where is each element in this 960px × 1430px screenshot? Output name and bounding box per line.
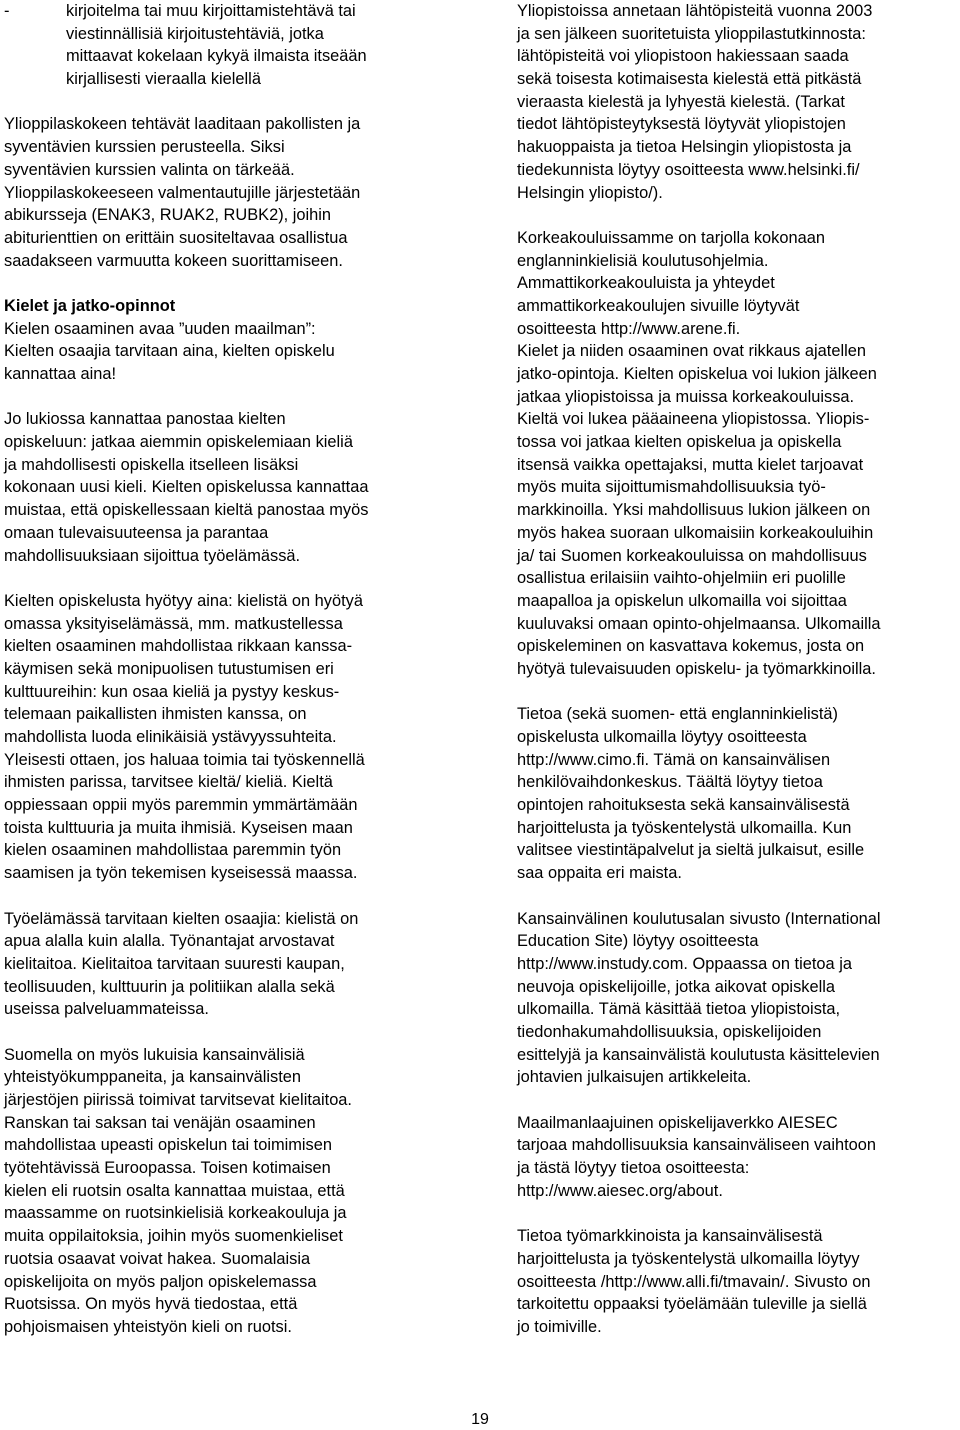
text-line: Ylioppilaskokeen tehtävät laaditaan pakollisten ja [4,115,361,134]
text-line: ruotsia osaavat voivat hakea. Suomalaisia [4,1249,311,1268]
text-line: kielen eli ruotsin osalta kannattaa muistaa, että [4,1181,345,1200]
text-line: johtavien julkaisujen artikkeleita. [517,1068,752,1087]
text-line: Kansainvälinen koulutusalan sivusto (International [517,909,881,928]
text-line: mahdollisuuksiaan sijoittua työelämässä. [4,546,301,565]
text-line: kirjoitelma tai muu kirjoittamistehtävä tai [66,2,356,20]
bullet-mark: - [4,2,10,20]
paragraph-invest-languages [4,408,444,567]
text-line: henkilövaihdonkeskus. Täältä löytyy tietoa [517,773,823,792]
section-heading: Kielet ja jatko-opinnot [4,296,176,315]
text-line: opiskelijoita on myös paljon opiskelemassa [4,1272,317,1291]
text-line: Helsingin yliopisto/). [517,183,663,202]
text-line: saadakseen varmuutta kokeen suorittamiseen. [4,251,343,270]
text-line: oppiessaan oppii myös paremmin ymmärtämään [4,796,358,815]
text-line: saamisen ja työn tekemisen kyseisessä maassa. [4,864,358,883]
text-line: vieraasta kielestä ja lyhyestä kielestä. (Tarkat [517,92,845,111]
text-line: omaan tulevaisuuteensa ja parantaa [4,523,269,542]
text-line: useissa palveluammateissa. [4,1000,209,1019]
text-line: kielten osaaminen mahdollistaa rikkaan kanssa- [4,637,353,656]
text-line: itsensä vaikka opettajaksi, mutta kielet tarjoavat [517,455,864,474]
text-line: ulkomailla. Tämä käsittää tietoa yliopistoista, [517,1000,841,1019]
text-line: tarjoaa mahdollisuuksia kansainväliseen vaihtoon [517,1136,876,1155]
text-line: ammattikorkeakoulujen sivuille löytyvät [517,296,800,315]
text-line: tiedot lähtöpisteytyksestä löytyvät yliopistojen [517,115,846,134]
text-line: muita oppilaitoksia, joihin myös suomenkieliset [4,1227,343,1246]
text-line: syventävien kurssien valinta on tärkeää. [4,160,295,179]
text-line: Kieltä voi lukea pääaineena yliopistossa. Yliopis- [517,410,870,429]
text-line: valitsee viestintäpalvelut ja sieltä julkaisut, esille [517,841,865,860]
text-line: Tietoa (sekä suomen- että englanninkielistä) [517,705,839,724]
text-line: ja sen jälkeen suoritetuista ylioppilastutkinnosta: [517,24,866,43]
text-line: kannattaa aina! [4,365,117,383]
text-line: mahdollista luoda elinikäisiä ystävyyssuhteita. [4,728,337,746]
text-line: ja mahdollisesti opiskella itselleen lisäksi [4,455,299,474]
text-line: teollisuuden, kulttuurin ja politiikan alalla sekä [4,977,335,996]
paragraph-benefits [4,590,444,885]
text-line: mittaavat kokelaan kykyä ilmaista itseään [66,47,367,66]
text-line: osoitteesta http://www.arene.fi. [517,319,741,338]
text-line: Korkeakouluissamme on tarjolla kokonaan [517,228,825,247]
text-line: hyötyä tulevaisuuden opiskelu- ja työmarkkinoilla. [517,659,876,678]
text-line: Maailmanlaajuinen opiskelijaverkko AIESEC [517,1113,838,1132]
text-line: työtehtävissä Euroopassa. Toisen kotimaisen [4,1159,331,1178]
paragraph-alli [517,1225,957,1338]
text-line: markkinoilla. Yksi mahdollisuus lukion jälkeen on [517,501,871,520]
text-line: myös muita sijoittumismahdollisuuksia työ- [517,478,826,497]
text-line: järjestöjen piirissä toimivat tarvitsevat kielitaitoa. [4,1091,352,1109]
text-line: Kielet ja niiden osaaminen ovat rikkaus ajatellen [517,342,866,361]
text-line: esittelyjä ja kansainvälistä koulutusta käsittelevien [517,1045,880,1064]
text-line: kielen osaaminen mahdollistaa paremmin työn [4,841,342,860]
bullet-item [4,0,444,91]
text-line: englanninkielisiä koulutusohjelmia. [517,251,769,270]
text-line: Education Site) löytyy osoitteesta [517,932,759,951]
text-line: sekä toisesta kotimaisesta kielestä että pitkästä [517,70,862,89]
text-line: kuuluvaksi omaan opinto-ohjelmaansa. Ulkomailla [517,614,881,633]
paragraph-international-partners [4,1044,444,1339]
text-line: http://www.instudy.com. Oppaassa on tietoa ja [517,954,852,973]
text-line: opiskelusta ulkomailla löytyy osoitteesta [517,728,807,746]
text-line: tiedekunnista löytyy osoitteesta www.helsinki.fi/ [517,160,860,179]
text-line: osoitteesta /http://www.alli.fi/tmavain/. Sivusto on [517,1272,871,1291]
text-line: kirjallisesti vieraalla kielellä [66,70,261,89]
text-line: saa oppaita eri maista. [517,864,682,883]
text-line: Jo lukiossa kannattaa panostaa kielten [4,410,286,429]
text-line: Ylioppilaskokeeseen valmentautujille järjestetään [4,183,361,202]
text-line: omassa yksityiselämässä, mm. matkustellessa [4,614,343,633]
text-line: muistaa, että opiskellessaan kieltä panostaa myös [4,501,369,520]
text-line: jatko-opintoja. Kielten opiskelua voi lukion jälkeen [517,365,877,383]
text-line: mahdollistaa upeasti opiskelun tai toimimisen [4,1136,332,1155]
paragraph-aiesec [517,1112,957,1203]
text-line: lähtöpisteitä voi yliopistoon hakiessaan saada [517,47,849,66]
text-line: maassamme on ruotsinkielisiä korkeakouluja ja [4,1204,347,1223]
text-line: http://www.cimo.fi. Tämä on kansainvälisen [517,750,831,769]
text-line: abikursseja (ENAK3, RUAK2, RUBK2), joihin [4,206,332,225]
text-line: Ammattikorkeakouluista ja yhteydet [517,274,775,293]
bullet-text [66,0,444,91]
text-line: Kielten osaajia tarvitaan aina, kielten opiskelu [4,342,335,361]
text-line: kielitaitoa. Kielitaitoa tarvitaan suuresti kaupan, [4,954,345,973]
paragraph-exam-tasks [4,113,444,272]
text-line: apua alalla kuin alalla. Työnantajat arvostavat [4,932,335,951]
text-line: Ranskan tai saksan tai venäjän osaaminen [4,1113,316,1132]
text-line: syventävien kurssien perusteella. Siksi [4,138,285,157]
text-line: opintojen rahoituksesta sekä kansainvälisestä [517,796,850,815]
text-line: pohjoismaisen yhteistyön kieli on ruotsi. [4,1317,292,1336]
text-line: harjoittelusta ja työskentelystä ulkomailla. Kun [517,818,852,837]
text-line: Työelämässä tarvitaan kielten osaajia: kielistä on [4,909,359,928]
paragraph-new-world [4,318,444,386]
paragraph-higher-education [517,227,957,681]
text-line: Ruotsissa. On myös hyvä tiedostaa, että [4,1295,298,1314]
page-number: 19 [471,1411,489,1428]
text-line: Yliopistoissa annetaan lähtöpisteitä vuonna 2003 [517,2,873,20]
text-line: yhteistyökumppaneita, ja kansainvälisten [4,1068,302,1087]
text-line: Kielten opiskelusta hyötyy aina: kielistä on hyötyä [4,591,363,610]
text-line: opiskeluun: jatkaa aiemmin opiskelemiaan kieliä [4,433,353,452]
text-line: ja tästä löytyy tietoa osoitteesta: [517,1159,750,1178]
paragraph-entry-points [517,0,957,204]
paragraph-cimo [517,703,957,885]
text-line: tiedonhakumahdollisuuksia, opiskelijoiden [517,1022,822,1041]
text-line: Kielen osaaminen avaa ”uuden maailman”: [4,319,316,338]
text-line: toista kulttuuria ja muita ihmisiä. Kyseisen maan [4,818,353,837]
text-line: maapalloa ja opiskelun ulkomailla voi sijoittaa [517,591,847,610]
text-line: Suomella on myös lukuisia kansainvälisiä [4,1045,305,1064]
text-line: käymisen sekä monipuolisen tutustumisen eri [4,659,334,678]
text-line: viestinnällisiä kirjoitustehtäviä, jotka [66,24,324,43]
paragraph-working-life [4,908,444,1021]
text-line: kulttuureihin: kun osaa kieliä ja pystyy keskus- [4,682,340,701]
text-line: osallistua erilaisiin vaihto-ohjelmiin eri puolille [517,569,846,588]
text-line: abiturienttien on erittäin suositeltavaa osallistua [4,228,348,247]
text-line: myös hakea suoraan ulkomaisiin korkeakouluihin [517,523,874,542]
text-line: tossa voi jatkaa kielten opiskelua ja opiskella [517,433,842,452]
text-line: ja/ tai Suomen korkeakouluissa on mahdollisuus [517,546,867,565]
text-line: ihmisten parissa, tarvitsee kieltä/ kieliä. Kieltä [4,773,333,792]
text-line: hakuoppaista ja tietoa Helsingin yliopistosta ja [517,138,852,157]
text-line: opiskeleminen on kasvattava kokemus, josta on [517,637,865,656]
text-line: Tietoa työmarkkinoista ja kansainvälisestä [517,1227,823,1246]
text-line: jo toimiville. [517,1317,602,1336]
text-line: http://www.aiesec.org/about. [517,1181,723,1200]
right-column [517,0,957,1339]
text-line: jatkaa yliopistoissa ja muissa korkeakouluissa. [517,387,855,406]
text-line: harjoittelusta ja työskentelystä ulkomailla löytyy [517,1249,860,1268]
text-line: Yleisesti ottaen, jos haluaa toimia tai työskennellä [4,750,365,769]
left-column [4,0,444,1339]
paragraph-instudy [517,908,957,1090]
text-line: telemaan paikallisten ihmisten kanssa, on [4,705,307,724]
text-line: tarkoitettu oppaaksi työelämään tuleville ja siellä [517,1295,867,1314]
text-line: neuvoja opiskelijoille, jotka aikovat opiskella [517,977,835,996]
text-line: kokonaan uusi kieli. Kielten opiskelussa kannattaa [4,478,369,497]
